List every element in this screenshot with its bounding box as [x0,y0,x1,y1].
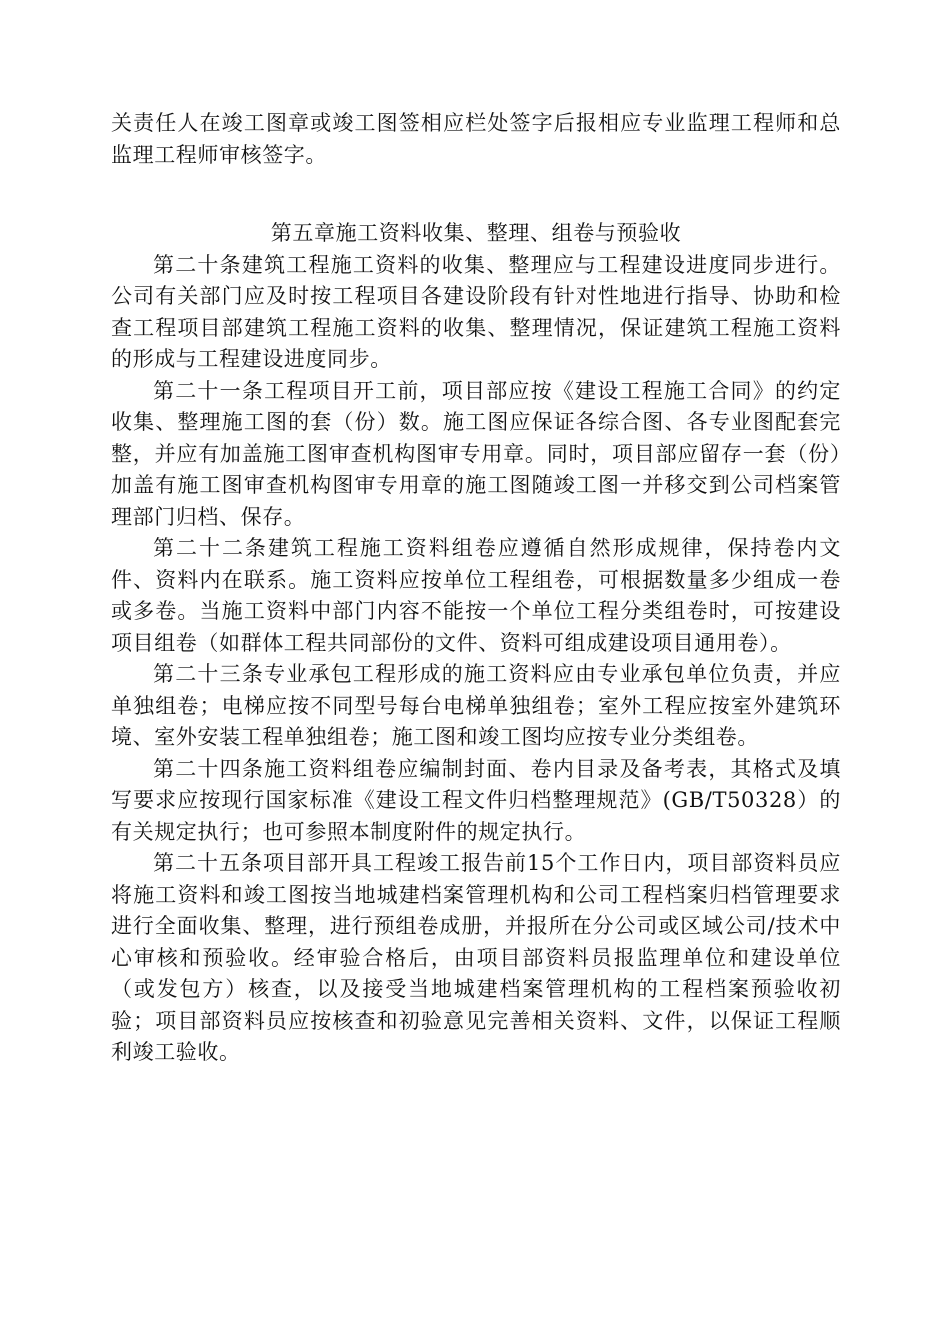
document-body [111,108,841,1069]
article-20: 第二十条建筑工程施工资料的收集、整理应与工程建设进度同步进行。公司有关部门应及时按工程项目各建设阶段有针对性地进行指导、协助和检查工程项目部建筑工程施工资料的收集、整理情况，保证建筑工程施工资料的形成与工程建设进度同步。 [111,252,841,371]
article-22: 第二十二条建筑工程施工资料组卷应遵循自然形成规律，保持卷内文件、资料内在联系。施工资料应按单位工程组卷，可根据数量多少组成一卷或多卷。当施工资料中部门内容不能按一个单位工程分类组卷时，可按建设项目组卷（如群体工程共同部份的文件、资料可组成建设项目通用卷）。 [111,536,841,655]
paragraph-gap [111,171,841,218]
chapter-title: 第五章施工资料收集、整理、组卷与预验收 [270,221,682,245]
article-24: 第二十四条施工资料组卷应编制封面、卷内目录及备考表，其格式及填写要求应按现行国家标准《建设工程文件归档整理规范》(GB/T50328）的有关规定执行；也可参照本制度附件的规定执行。 [111,756,841,844]
article-21: 第二十一条工程项目开工前，项目部应按《建设工程施工合同》的约定收集、整理施工图的套（份）数。施工图应保证各综合图、各专业图配套完整，并应有加盖施工图审查机构图审专用章。同时，项目部应留存一套（份）加盖有施工图审查机构图审专用章的施工图随竣工图一并移交到公司档案管理部门归档、保存。 [111,378,841,529]
continuation-paragraph: 关责任人在竣工图章或竣工图签相应栏处签字后报相应专业监理工程师和总监理工程师审核签字。 [111,111,841,167]
article-25: 第二十五条项目部开具工程竣工报告前15个工作日内，项目部资料员应将施工资料和竣工图按当地城建档案管理机构和公司工程档案归档管理要求进行全面收集、整理，进行预组卷成册，并报所在分公司或区域公司/技术中心审核和预验收。经审验合格后，由项目部资料员报监理单位和建设单位（或发包方）核查，以及接受当地城建档案管理机构的工程档案预验收初验；项目部资料员应按核查和初验意见完善相关资料、文件，以保证工程顺利竣工验收。 [111,851,841,1064]
article-23: 第二十三条专业承包工程形成的施工资料应由专业承包单位负责，并应单独组卷；电梯应按不同型号每台电梯单独组卷；室外工程应按室外建筑环境、室外安装工程单独组卷；施工图和竣工图均应按专业分类组卷。 [111,662,841,749]
